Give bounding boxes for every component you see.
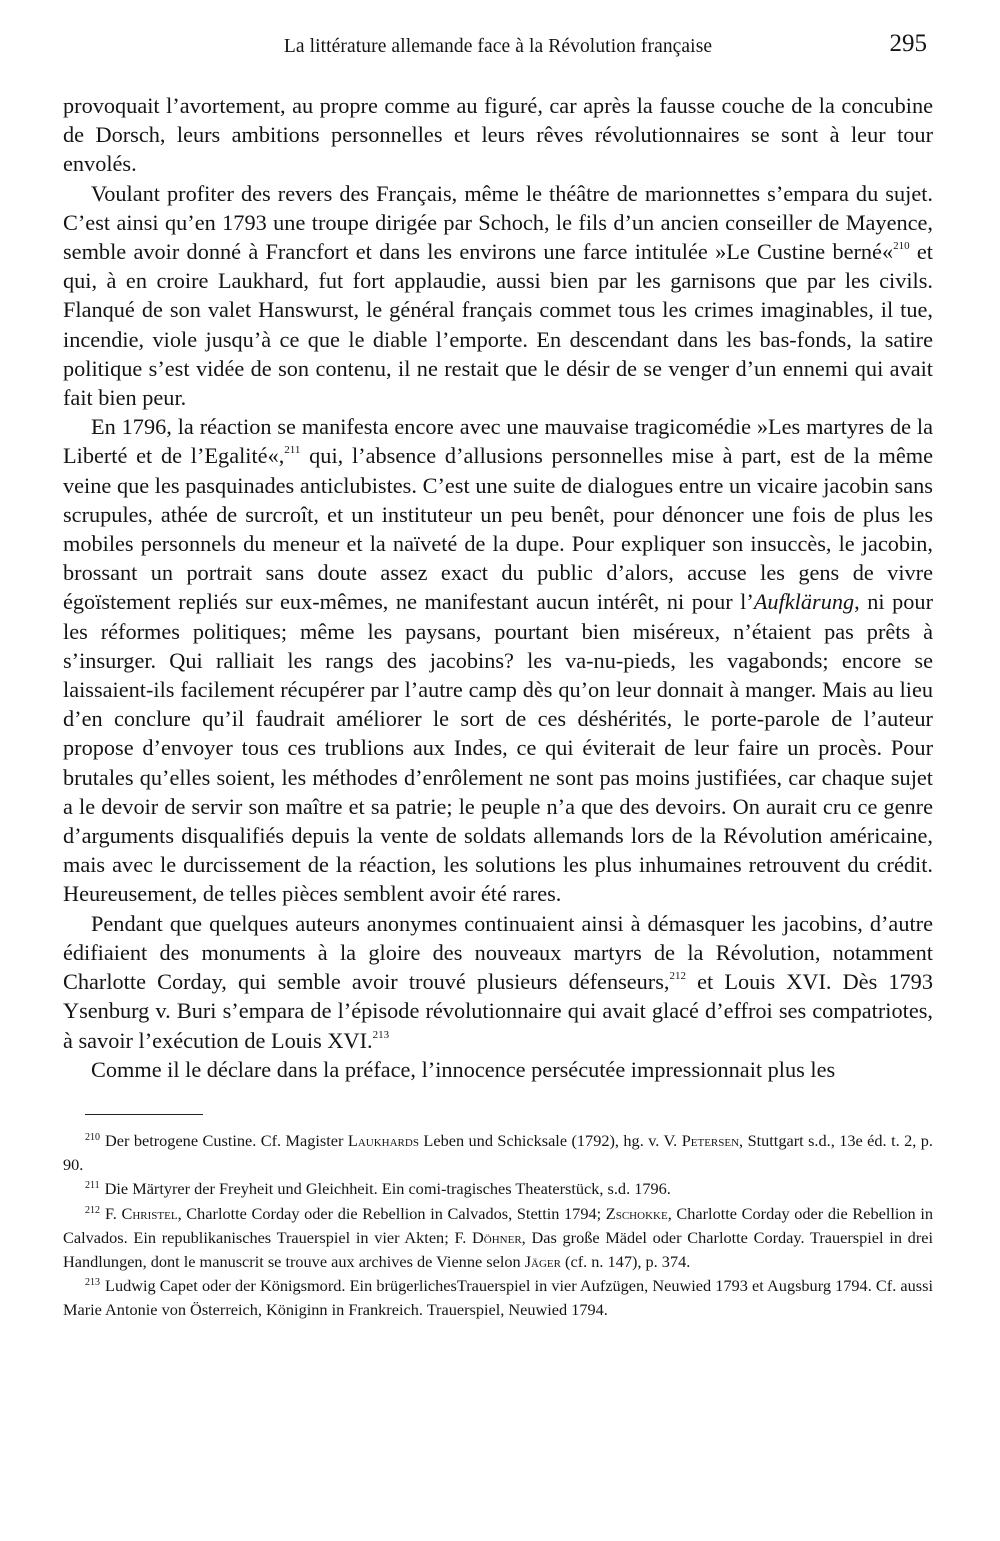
running-header (63, 30, 933, 74)
paragraph (63, 909, 933, 1055)
footnote-text: Leben und Schicksale (1792), hg. v. V. (418, 1130, 682, 1150)
paragraph-text: provoquait l’avortement, au propre comme au figuré, car après la fausse couche de la concubine de Dorsch, leurs ambitions personnelles et leurs rêves révolutionnaires se sont à leur tour envolés. (63, 93, 933, 177)
paragraph-text: et qui, à en croire Laukhard, fut fort applaudie, aussi bien par les garnisons que par les civils. Flanqué de son valet Hanswurst, le général français commet tous les crimes imaginables, il tue, incendie, viole jusqu’à ce que le diable l’emporte. En descendant dans les bas-fonds, la satire politique s’est vidée de son contenu, il ne restait que le désir de se venger d’un ennemi qui avait fait bien peur. (63, 239, 933, 411)
author-name: Döhner (472, 1227, 522, 1247)
paragraph-text: En 1796, la réaction se manifesta encore avec une mauvaise tragicomédie »Les martyres de la Liberté et de l’Egalité«, (63, 414, 933, 469)
footnote-text: Ludwig Capet oder der Königsmord. Ein brügerlichesTrauerspiel in vier Aufzügen, Neuwied 1793 et Augsburg 1794. Cf. aussi Marie Antonie von Österreich, Königinn in Frankreich. Trauerspiel, Neuwied 1794. (63, 1276, 933, 1320)
footnote-text: F. (105, 1203, 122, 1223)
footnote-reference[interactable]: 210 (893, 240, 910, 253)
author-name: Christel (121, 1203, 178, 1223)
footnote-text: , Das große Mädel oder Charlotte Corday. Trauerspiel in drei Handlungen, dont le manuscrit se trouve aux archives de Vienne selon (63, 1227, 933, 1271)
footnote-separator (85, 1114, 203, 1115)
page-number: 295 (889, 30, 927, 57)
footnote-text: Die Märtyrer der Freyheit und Gleichheit. Ein comi-tragisches Theaterstück, s.d. 1796. (104, 1179, 671, 1199)
italic-term: Aufklärung (753, 589, 855, 615)
footnote-210 (63, 1129, 933, 1177)
author-name: Zschokke (605, 1203, 668, 1223)
footnote-number: 210 (85, 1131, 100, 1143)
paragraph-text: et Louis XVI. Dès 1793 Ysenburg v. Buri s’empara de l’épisode révolutionnaire qui avait glacé d’effroi ses compatriotes, à savoir l’exécution de Louis XVI. (63, 969, 933, 1053)
author-name: Jäger (524, 1251, 561, 1271)
body-text (63, 91, 933, 1084)
footnote-211 (63, 1177, 933, 1201)
footnote-text: (cf. n. 147), p. 374. (560, 1251, 691, 1271)
book-page (63, 30, 933, 1323)
running-title: La littérature allemande face à la Révolution française (283, 36, 713, 57)
footnote-213 (63, 1274, 933, 1322)
footnote-number: 212 (85, 1204, 100, 1216)
footnote-reference[interactable]: 211 (284, 444, 301, 457)
footnote-text: , Charlotte Corday oder die Rebellion in Calvados. Ein republikanisches Trauerspiel in vier Akten; F. (63, 1203, 933, 1247)
paragraph-text: Voulant profiter des revers des Français, même le théâtre de marionnettes s’empara du sujet. C’est ainsi qu’en 1793 une troupe dirigée par Schoch, le fils d’un ancien conseiller de Mayence, semble avoir donné à Francfort et dans les environs une farce intitulée »Le Custine berné« (63, 180, 933, 265)
author-name: Laukhards (347, 1130, 419, 1150)
footnotes (63, 1129, 933, 1323)
paragraph-text: Comme il le déclare dans la préface, l’innocence persécutée impressionnait plus les (91, 1056, 836, 1082)
paragraph (63, 1055, 933, 1084)
footnote-number: 213 (85, 1277, 100, 1289)
paragraph-text: , ni pour les réformes politiques; même les paysans, pourtant bien miséreux, n’étaient pas prêts à s’insurger. Qui ralliait les rangs des jacobins? les va-nu-pieds, les vagabonds; encore se laissaient-ils facilement récupérer par l’autre camp dès qu’on leur donnait à manger. Mais au lieu d’en conclure qu’il faudrait améliorer le sort de ces déshérités, le porte-parole de l’auteur propose d’envoyer tous ces trublions aux Indes, ce qui éviterait de leur faire un procès. Pour brutales qu’elles soient, les méthodes d’enrôlement ne sont pas moins justifiées, car chaque sujet a le devoir de servir son maître et sa patrie; le peuple n’a que des devoirs. On aurait cru ce genre d’arguments disqualifiés depuis la vente de soldats allemands lors de la Révolution américaine, mais avec le durcissement de la réaction, les solutions les plus inhumaines retrouvent du crédit. Heureusement, de telles pièces semblent avoir été rares. (63, 589, 934, 907)
footnote-text: , Stuttgart s.d., 13e éd. t. 2, p. 90. (63, 1130, 933, 1175)
paragraph-continued (63, 91, 933, 179)
paragraph (63, 179, 933, 413)
paragraph (63, 412, 933, 908)
footnote-212 (63, 1202, 933, 1275)
footnote-reference[interactable]: 212 (669, 970, 686, 983)
footnote-text: Der betrogene Custine. Cf. Magister (105, 1130, 348, 1150)
paragraph-text: qui, l’absence d’allusions personnelles mise à part, est de la même veine que les pasquinades anticlubistes. C’est une suite de dialogues entre un vicaire jacobin sans scrupules, athée de surcroît, et un instituteur un peu benêt, pour dénoncer une fois de plus les mobiles personnels du meneur et la naïveté de la dupe. Pour expliquer son insuccès, le jacobin, brossant un portrait sans doute assez exact du public d’alors, accuse les gens de vivre égoïstement repliés sur eux-mêmes, ne manifestant aucun intérêt, ni pour l’ (63, 443, 933, 615)
paragraph-text: Pendant que quelques auteurs anonymes continuaient ainsi à démasquer les jacobins, d’autre édifiaient des monuments à la gloire des nouveaux martyrs de la Révolution, notamment Charlotte Corday, qui semble avoir trouvé plusieurs défenseurs, (63, 910, 933, 995)
footnote-reference[interactable]: 213 (372, 1028, 390, 1041)
author-name: Petersen (681, 1130, 740, 1150)
footnote-number: 211 (85, 1180, 100, 1192)
footnote-text: , Charlotte Corday oder die Rebellion in Calvados, Stettin 1794; (177, 1203, 606, 1223)
